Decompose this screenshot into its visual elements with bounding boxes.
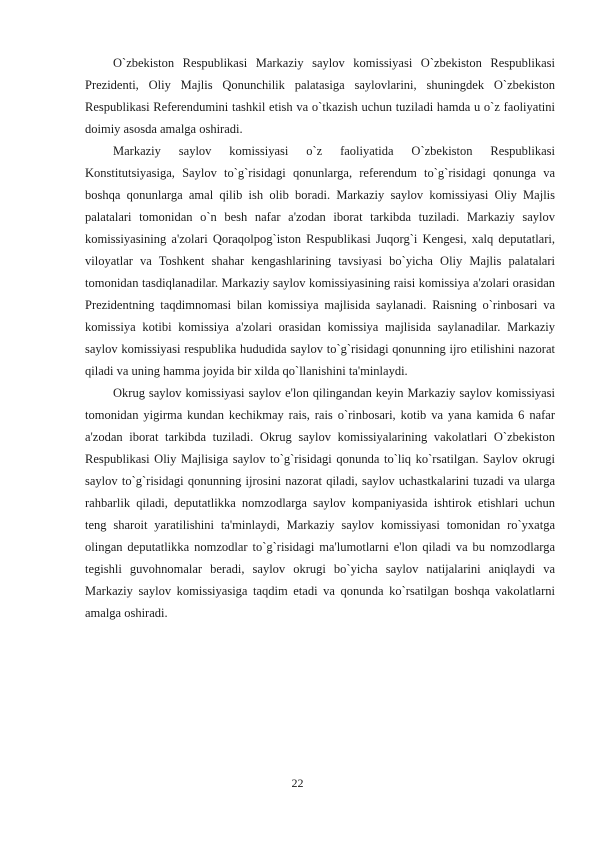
body-text <box>85 52 555 624</box>
paragraph: O`zbekiston Respublikasi Markaziy saylov komissiyasi O`zbekiston Respublikasi Prezidenti, Oliy Majlis Qonunchilik palatasiga saylovlarini, shuningdek O`zbekiston Respublikasi Referendumini tashkil etish va o`tkazish uchun tuziladi hamda u o`z faoliyatini doimiy asosda amalga oshiradi. <box>85 56 555 136</box>
paragraph: Okrug saylov komissiyasi saylov e'lon qilingandan keyin Markaziy saylov komissiyasi tomonidan yigirma kundan kechikmay rais, rais o`rinbosari, kotib va yana kamida 6 nafar a'zodan iborat tarkibda tuziladi. Okrug saylov komissiyalarining vakolatlari O`zbekiston Respublikasi Oliy Majlisiga saylov to`g`risidagi qonunda to`liq ko`rsatilgan. Saylov okrugi saylov to`g`risidagi qonunning ijrosini nazorat qiladi, saylov uchastkalarini tuzadi va ularga rahbarlik qiladi, deputatlikka nomzodlarga saylov kompaniyasida ishtirok etishlari uchun teng sharoit yaratilishini ta'minlaydi, Markaziy saylov komissiyasi tomonidan ro`yxatga olingan deputatlikka nomzodlar to`g`risidagi ma'lumotlarni e'lon qiladi va bu nomzodlarga tegishli guvohnomalar beradi, saylov okrugi bo`yicha saylov natijalarini aniqlaydi va Markaziy saylov komissiyasiga taqdim etadi va qonunda ko`rsatilgan boshqa vakolatlarni amalga oshiradi. <box>85 386 555 620</box>
page-number: 22 <box>291 776 304 790</box>
paragraph: Markaziy saylov komissiyasi o`z faoliyatida O`zbekiston Respublikasi Konstitutsiyasiga, Saylov to`g`risidagi qonunlarga, referendum to`g`risidagi qonunga va boshqa qonunlarga amal qilib ish olib boradi. Markaziy saylov komissiyasi Oliy Majlis palatalari tomonidan o`n besh nafar a'zodan iborat tarkibda tuziladi. Markaziy saylov komissiyasining a'zolari Qoraqolpog`iston Respublikasi Juqorg`i Kengesi, xalq deputatlari, viloyatlar va Toshkent shahar kengashlarining tavsiyasi bo`yicha Oliy Majlis palatalari tomonidan tasdiqlanadilar. Markaziy saylov komissiyasining raisi komissiya a'zolari orasidan Prezidentning taqdimnomasi bilan komissiya majlisida saylanadi. Raisning o`rinbosari va komissiya kotibi komissiya a'zolari orasidan komissiya majlisida saylanadilar. Markaziy saylov komissiyasi respublika hududida saylov to`g`risidagi qonunning ijro etilishini nazorat qiladi va uning hamma joyida bir xilda qo`llanishini ta'minlaydi. <box>85 144 555 378</box>
